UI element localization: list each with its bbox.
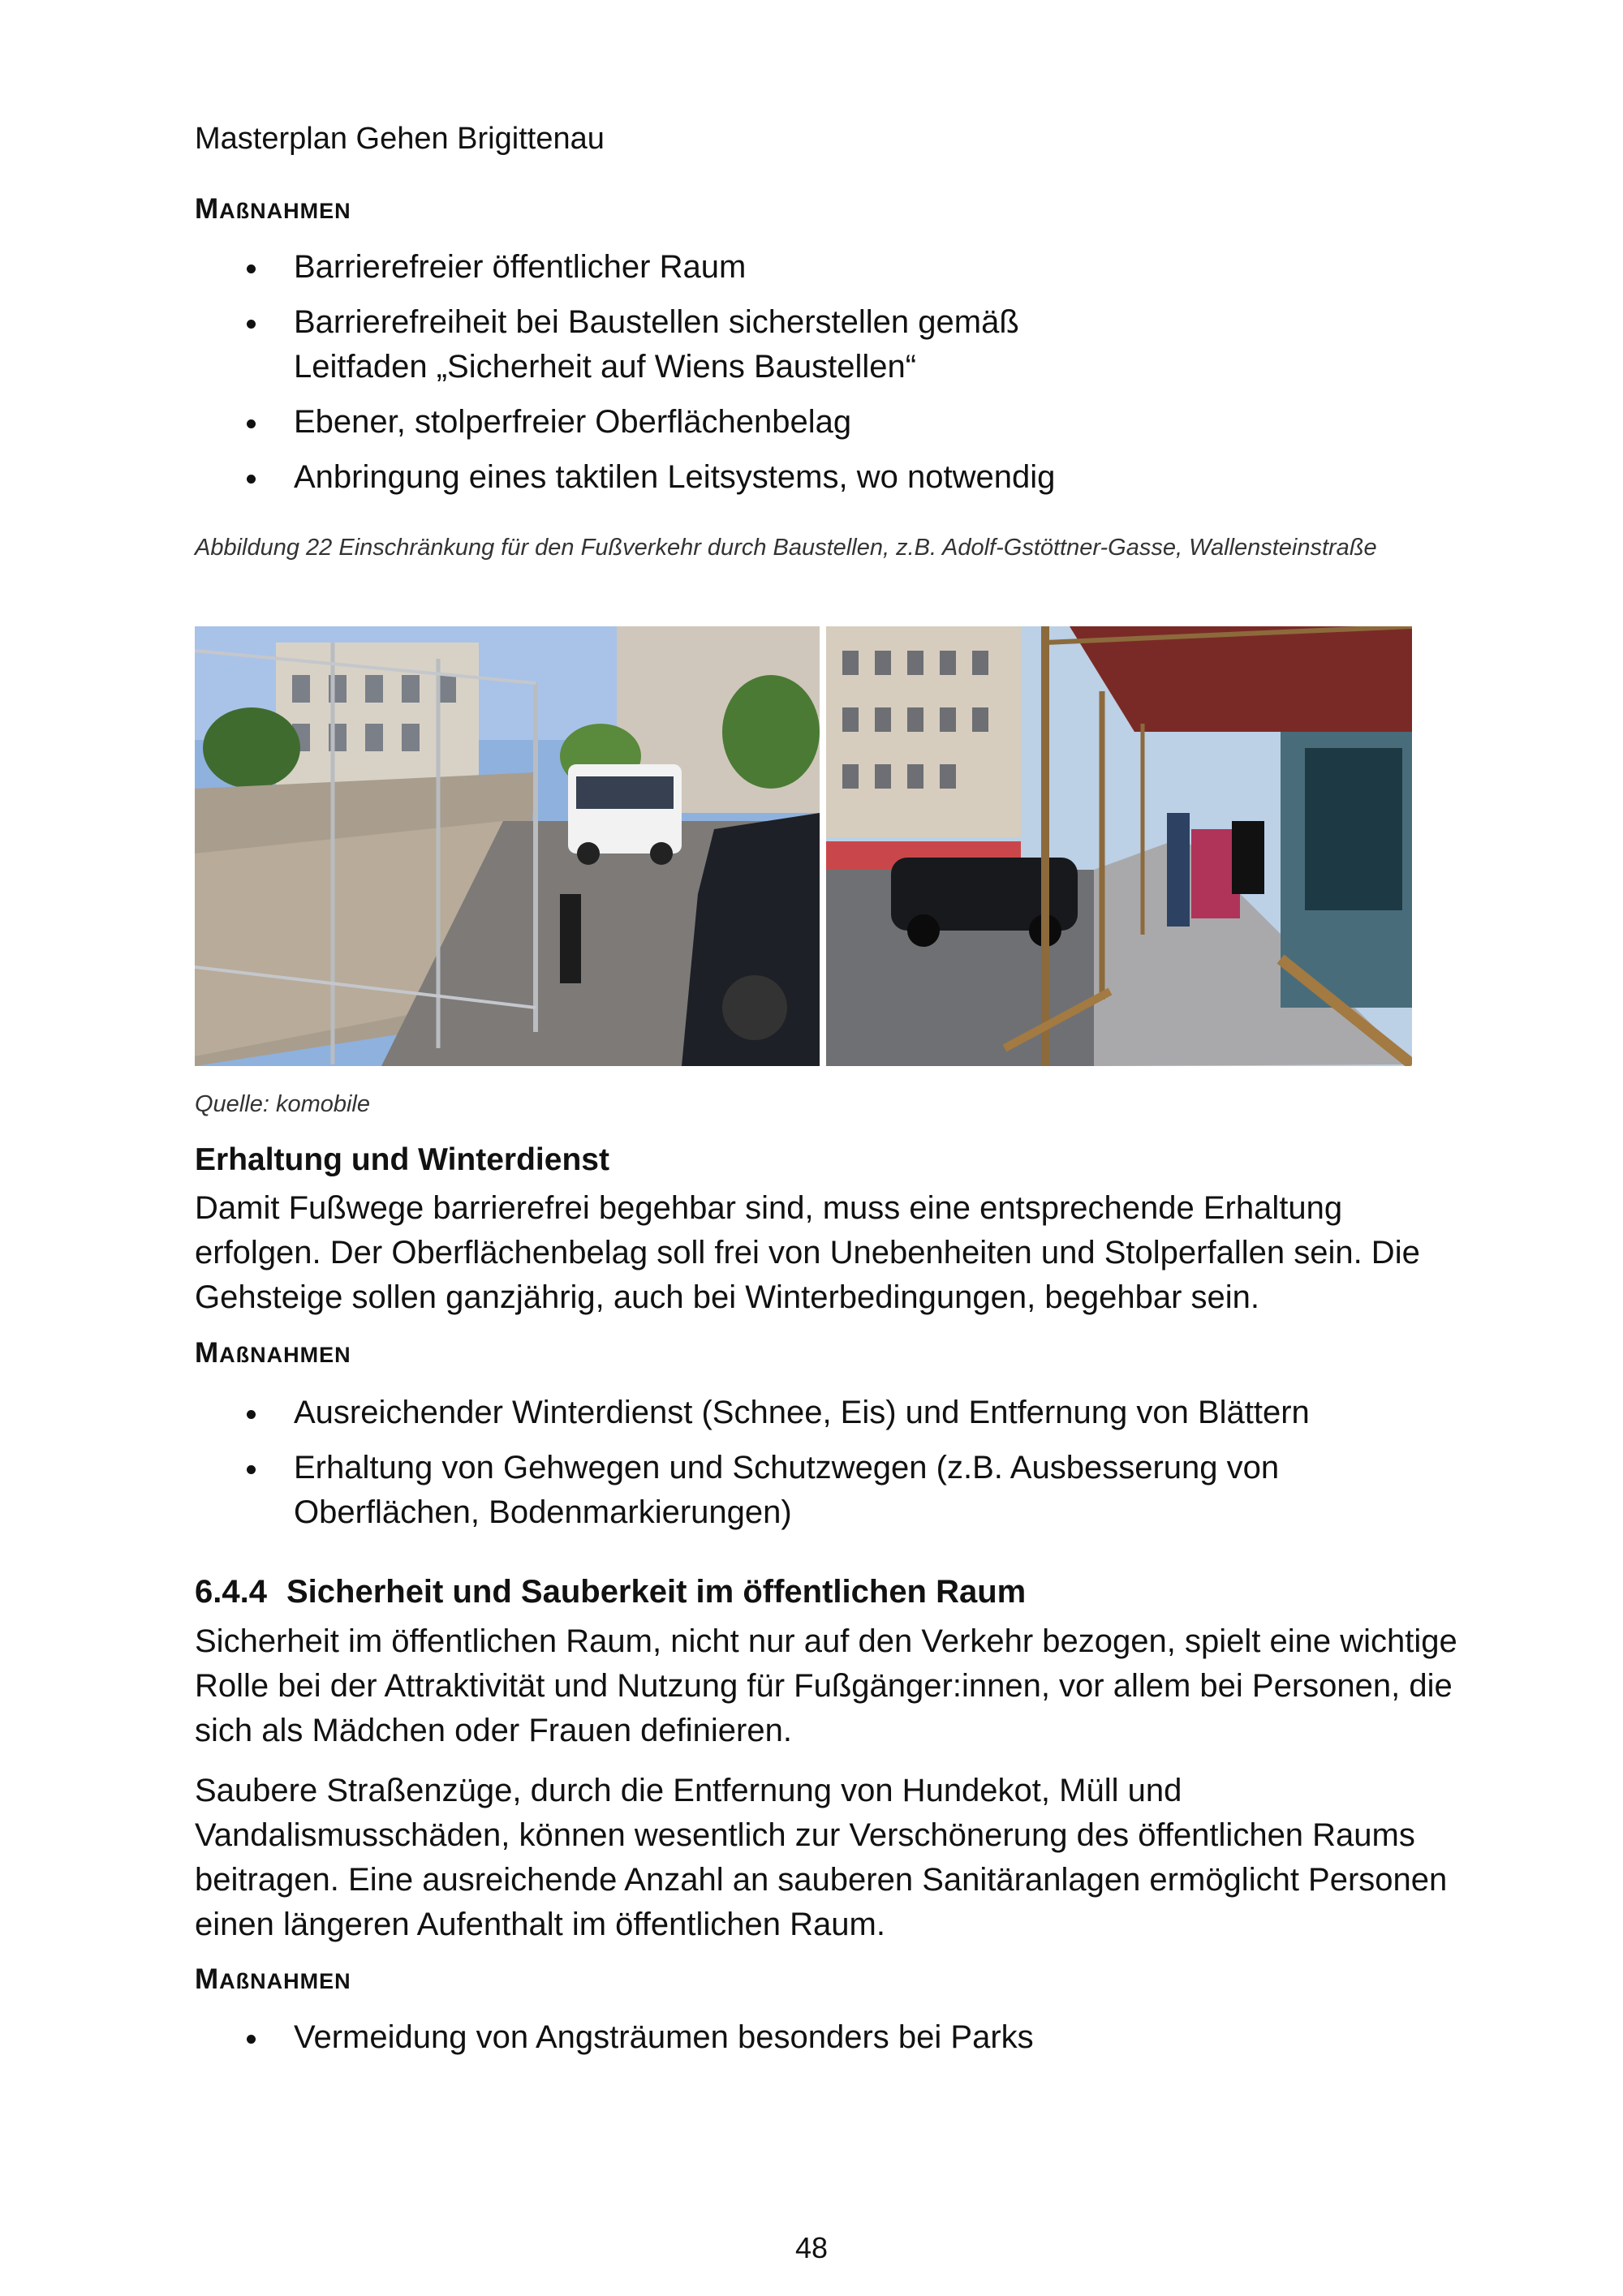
- massnahmen-heading: [195, 1963, 351, 1996]
- massnahmen-list-2: [195, 1391, 1461, 1546]
- massnahmen-list-3: [195, 2015, 1461, 2070]
- heading-rest: AßNAHMEN: [219, 199, 351, 223]
- heading-initial: M: [195, 1963, 220, 1995]
- photo-construction-site: [195, 626, 820, 1066]
- list-item: Ausreichender Winterdienst (Schnee, Eis) und Entfernung von Blättern: [195, 1391, 1461, 1435]
- photo-scaffolding-sidewalk: [826, 626, 1412, 1066]
- list-item: Erhaltung von Gehwegen und Schutzwegen (z.B. Ausbesserung von Oberflächen, Bodenmarkierungen): [195, 1446, 1461, 1535]
- page-header: Masterplan Gehen Brigittenau: [195, 122, 605, 156]
- heading-rest: AßNAHMEN: [219, 1343, 351, 1367]
- section-heading: [195, 1574, 1026, 1610]
- list-item: Vermeidung von Angsträumen besonders bei Parks: [195, 2015, 1461, 2060]
- figure-source: Quelle: komobile: [195, 1091, 370, 1117]
- figure-caption: Abbildung 22 Einschränkung für den Fußverkehr durch Baustellen, z.B. Adolf-Gstöttner-Gasse, Wallensteinstraße: [195, 535, 1377, 561]
- section-paragraph-1: Sicherheit im öffentlichen Raum, nicht nur auf den Verkehr bezogen, spielt eine wichtige Rolle bei der Attraktivität und Nutzung für Fußgänger:innen, vor allem bei Personen, die sich als Mädchen oder Frauen definieren.: [195, 1623, 1457, 1748]
- section-title: Sicherheit und Sauberkeit im öffentlichen Raum: [286, 1574, 1027, 1610]
- list-item: Barrierefreiheit bei Baustellen sicherstellen gemäß Leitfaden „Sicherheit auf Wiens Baustellen“: [195, 300, 1461, 389]
- massnahmen-list-1: [195, 245, 1461, 510]
- list-item: Anbringung eines taktilen Leitsystems, wo notwendig: [195, 455, 1461, 500]
- heading-initial: M: [195, 1337, 220, 1369]
- erhaltung-paragraph: Damit Fußwege barrierefrei begehbar sind, muss eine entsprechende Erhaltung erfolgen. Der Oberflächenbelag soll frei von Unebenheiten und Stolperfallen sein. Die Gehsteige sollen ganzjährig, auch bei Winterbedingungen, begehbar sein.: [195, 1190, 1420, 1315]
- erhaltung-heading: Erhaltung und Winterdienst: [195, 1142, 609, 1177]
- section-paragraph-2: Saubere Straßenzüge, durch die Entfernung von Hundekot, Müll und Vandalismusschäden, können wesentlich zur Verschönerung des öffentlichen Raums beitragen. Eine ausreichende Anzahl an sauberen Sanitäranlagen ermöglicht Personen einen längeren Aufenthalt im öffentlichen Raum.: [195, 1773, 1448, 1942]
- scaffolding-sidewalk-image: [826, 626, 1412, 1066]
- heading-rest: AßNAHMEN: [219, 1969, 351, 1993]
- section-number: 6.4.4: [195, 1574, 267, 1610]
- list-item: Ebener, stolperfreier Oberflächenbelag: [195, 400, 1461, 445]
- construction-site-image: [195, 626, 820, 1066]
- list-item: Barrierefreier öffentlicher Raum: [195, 245, 1461, 290]
- massnahmen-heading: [195, 193, 351, 226]
- page-number: 48: [794, 2231, 829, 2264]
- heading-initial: M: [195, 193, 220, 225]
- massnahmen-heading: [195, 1337, 351, 1369]
